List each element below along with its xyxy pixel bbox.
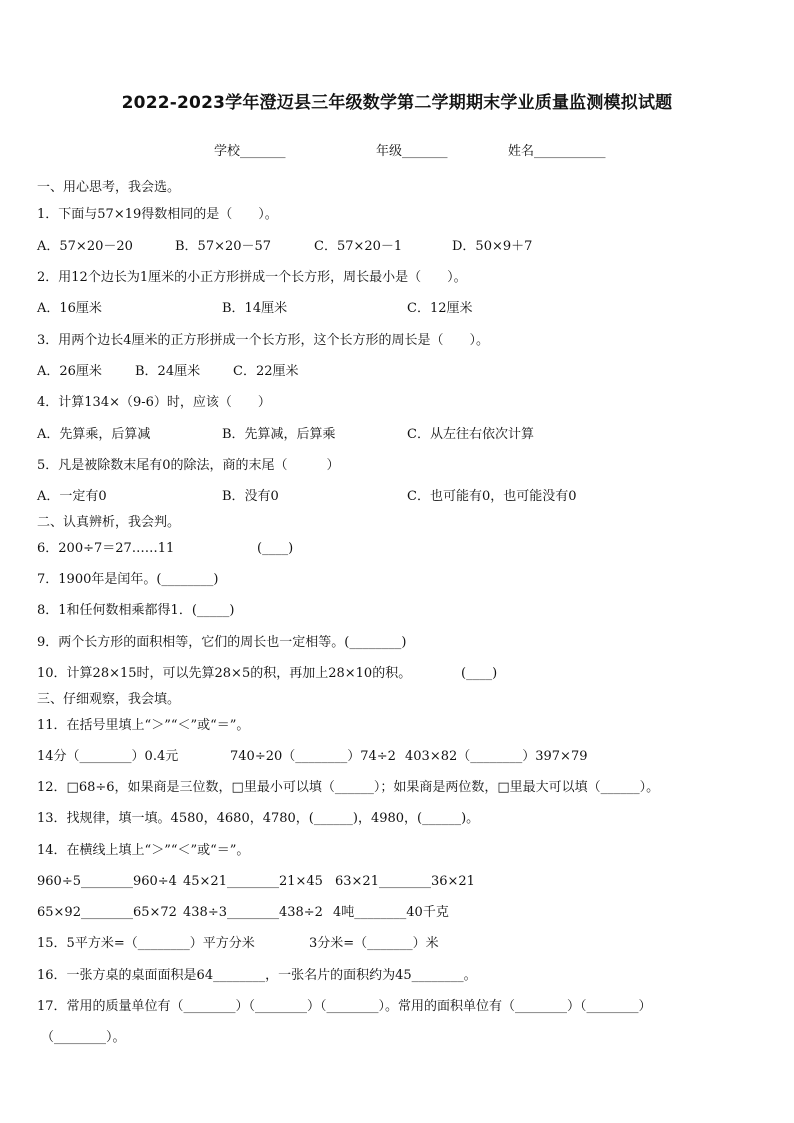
question-1-options [37,238,757,256]
q15-item-2[interactable]: 3分米=（_______）米 [309,936,439,951]
q4-option-a[interactable]: A．先算乘，后算减 [37,427,151,442]
q14-item-6[interactable]: 4吨________40千克 [333,905,449,920]
q5-option-a[interactable]: A．一定有0 [37,489,107,504]
q4-option-c[interactable]: C．从左往右依次计算 [407,427,534,442]
q2-option-c[interactable]: C．12厘米 [407,301,473,316]
question-4-options [37,426,757,444]
question-10 [37,665,757,683]
q1-option-a[interactable]: A．57×20－20 [37,239,133,254]
question-8: 8．1和任何数相乘都得1．(_____) [37,603,235,618]
q3-option-a[interactable]: A．26厘米 [37,364,102,379]
student-info-row [0,140,794,160]
q11-item-1[interactable]: 14分（________）0.4元 [37,749,179,764]
grade-field[interactable]: 年级_______ [376,144,448,159]
q5-option-c[interactable]: C．也可能有0，也可能没有0 [407,489,577,504]
section-heading-choice: 一、用心思考，我会选。 [37,180,181,195]
q15-item-1[interactable]: 15．5平方米=（________）平方分米 [37,936,255,951]
q14-item-4[interactable]: 65×92________65×72 [37,905,177,920]
q2-option-b[interactable]: B．14厘米 [222,301,288,316]
question-17: 17．常用的质量单位有（________）（________）（________）。常用的面积单位有（________）（________） [37,999,652,1014]
q14-item-1[interactable]: 960÷5________960÷4 [37,874,177,889]
q2-option-a[interactable]: A．16厘米 [37,301,102,316]
question-11-items [37,748,757,766]
page-title: 2022-2023学年澄迈县三年级数学第二学期期末学业质量监测模拟试题 [121,93,673,113]
question-17-continued[interactable]: （________）。 [41,1030,126,1045]
question-13: 13．找规律，填一填。4580，4680，4780，(______)，4980，(______)。 [37,811,480,826]
question-4: 4．计算134×（9-6）时，应该（ ） [37,395,271,410]
question-16: 16．一张方桌的桌面面积是64________，一张名片的面积约为45________。 [37,968,477,983]
q5-option-b[interactable]: B．没有0 [222,489,279,504]
q4-option-b[interactable]: B．先算减，后算乘 [222,427,336,442]
q11-item-2[interactable]: 740÷20（________）74÷2 [230,749,396,764]
q11-item-3[interactable]: 403×82（________）397×79 [405,749,588,764]
question-12: 12．□68÷6，如果商是三位数，□里最小可以填（______）；如果商是两位数，□里最大可以填（______）。 [37,780,660,795]
q10-answer-blank[interactable]: (____) [461,666,498,681]
name-field[interactable]: 姓名___________ [508,144,606,159]
question-3: 3．用两个边长4厘米的正方形拼成一个长方形，这个长方形的周长是（ ）。 [37,333,490,348]
section-heading-judge: 二、认真辨析，我会判。 [37,515,181,530]
question-1: 1．下面与57×19得数相同的是（ ）。 [37,207,278,222]
question-14-row-1 [37,873,757,891]
q14-item-3[interactable]: 63×21________36×21 [335,874,475,889]
question-11: 11．在括号里填上“＞”“＜”或“＝”。 [37,718,250,733]
question-7: 7．1900年是闰年。(________) [37,572,219,587]
q1-option-d[interactable]: D．50×9＋7 [452,239,533,254]
question-5: 5．凡是被除数末尾有0的除法，商的末尾（ ） [37,458,340,473]
q14-item-2[interactable]: 45×21________21×45 [183,874,323,889]
question-9: 9．两个长方形的面积相等，它们的周长也一定相等。(________) [37,635,407,650]
section-heading-fill: 三、仔细观察，我会填。 [37,692,181,707]
q1-option-b[interactable]: B．57×20－57 [175,239,272,254]
question-2: 2．用12个边长为1厘米的小正方形拼成一个长方形，周长最小是（ ）。 [37,270,467,285]
question-6 [37,540,757,558]
q14-item-5[interactable]: 438÷3________438÷2 [183,905,323,920]
q6-stem: 6．200÷7＝27……11 [37,541,175,556]
question-14-row-2 [37,904,757,922]
q10-stem: 10．计算28×15时，可以先算28×5的积，再加上28×10的积。 [37,666,412,681]
question-5-options [37,488,757,506]
question-2-options [37,300,757,318]
q3-option-c[interactable]: C．22厘米 [233,364,299,379]
question-3-options [37,363,757,381]
school-field[interactable]: 学校_______ [214,144,286,159]
question-14: 14．在横线上填上“＞”“＜”或“＝”。 [37,843,250,858]
q3-option-b[interactable]: B．24厘米 [135,364,201,379]
q1-option-c[interactable]: C．57×20－1 [314,239,403,254]
q6-answer-blank[interactable]: (____) [257,541,294,556]
question-15 [37,935,757,953]
